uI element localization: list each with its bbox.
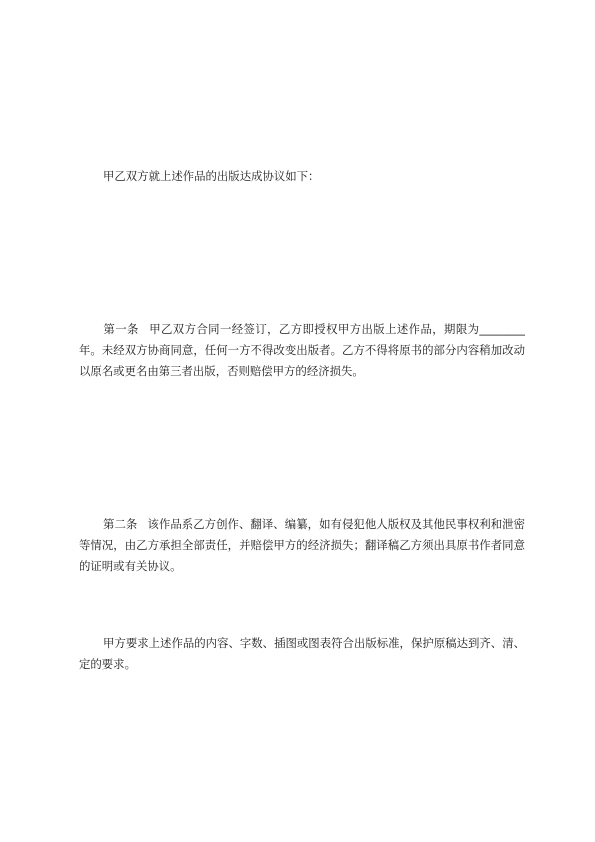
- intro-paragraph: [79, 166, 525, 187]
- article-1-paragraph: [79, 319, 525, 382]
- article-1-text: 甲乙双方合同一经签订，乙方即授权甲方出版上述作品，期限为________年。未经双方协商同意，任何一方不得改变出版者。乙方不得将原书的部分内容稍加改动以原名或更名由第三者出版，否则赔偿甲方的经济损失。: [79, 322, 525, 378]
- intro-text: 甲乙双方就上述作品的出版达成协议如下：: [103, 169, 320, 183]
- article-2-text: 该作品系乙方创作、翻译、编纂，如有侵犯他人版权及其他民事权利和泄密等情况，由乙方承担全部责任，并赔偿甲方的经济损失；翻译稿乙方须出具原书作者同意的证明或有关协议。: [79, 517, 525, 573]
- requirement-text: 甲方要求上述作品的内容、字数、插图或图表符合出版标准，保护原稿达到齐、清、定的要求。: [79, 636, 525, 671]
- article-2-paragraph: [79, 514, 525, 577]
- requirement-paragraph: [79, 633, 525, 675]
- article-1-label: 第一条: [103, 322, 139, 336]
- article-2-label: 第二条: [103, 517, 138, 531]
